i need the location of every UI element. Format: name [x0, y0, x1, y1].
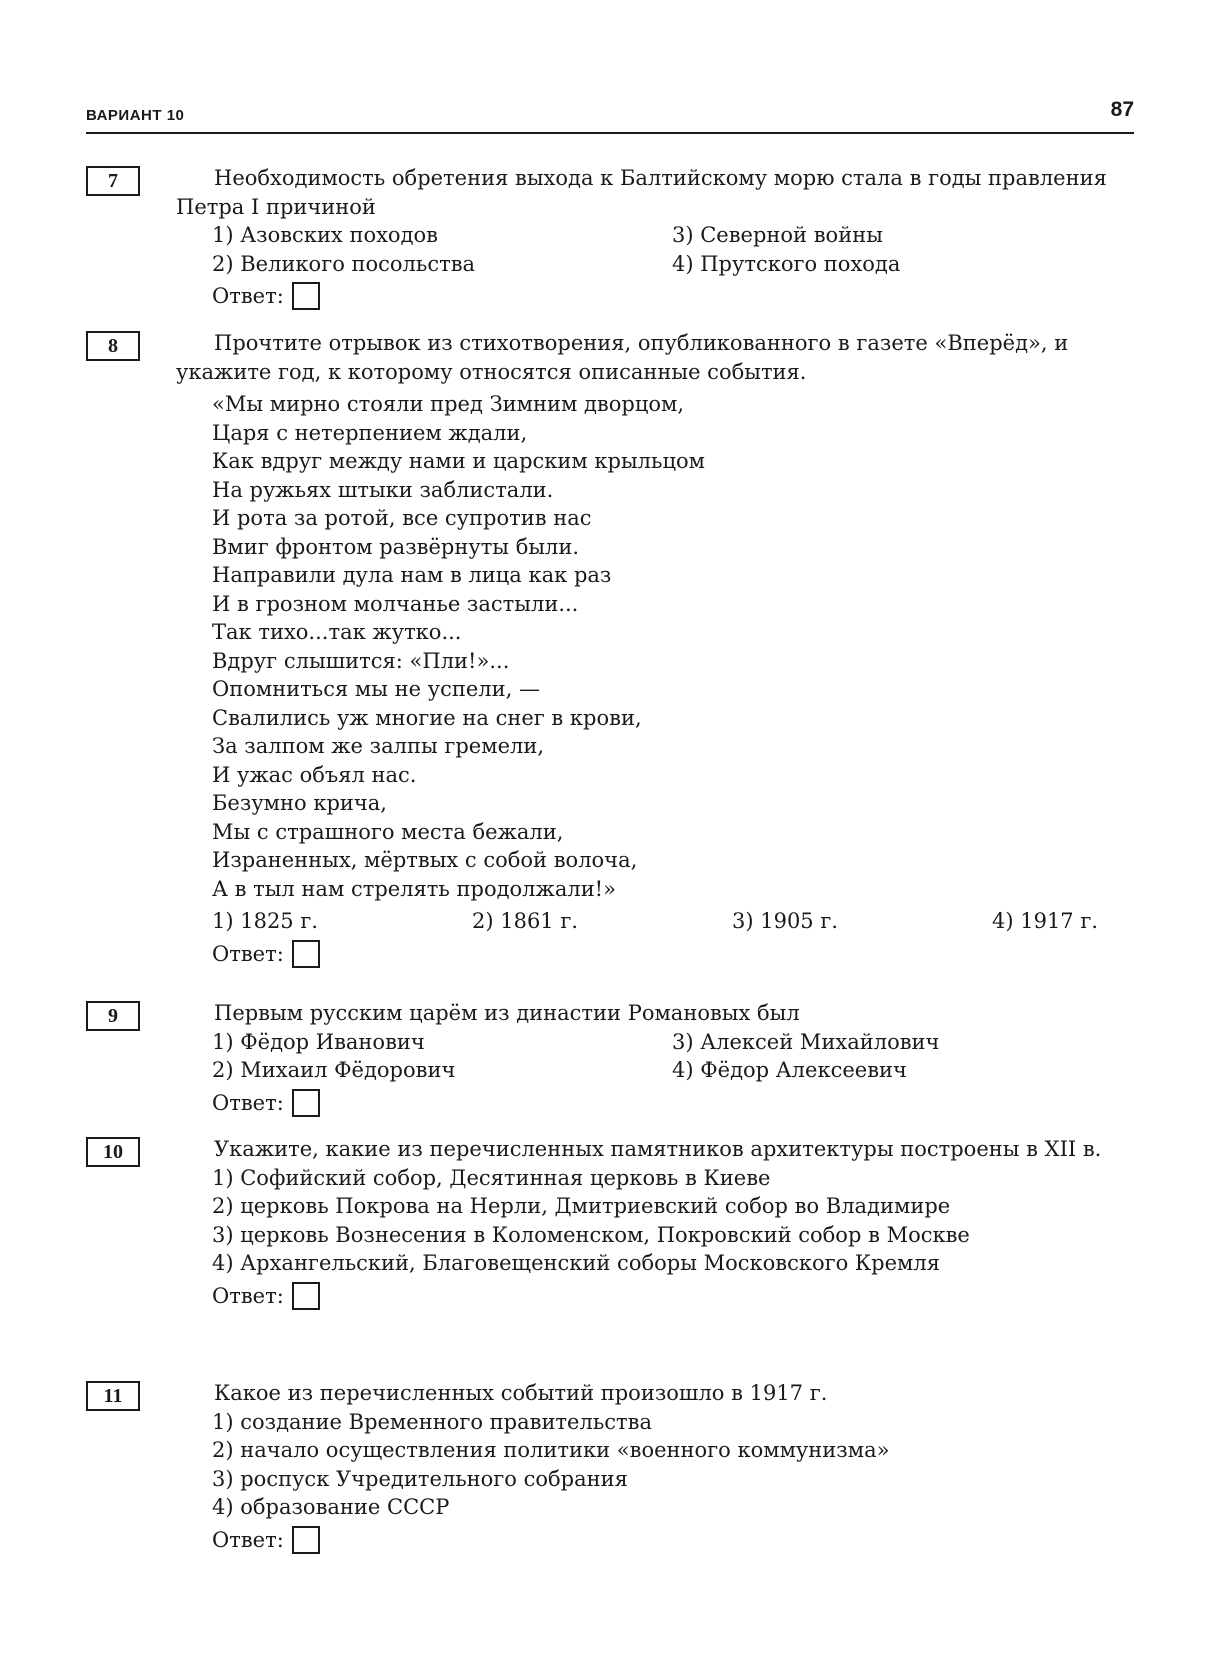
options [212, 1028, 1134, 1085]
poem-line: За залпом же залпы гремели, [212, 734, 545, 758]
answer-row [212, 1089, 1134, 1118]
answer-label: Ответ: [212, 1527, 284, 1552]
option: 3) Северной войны [672, 223, 883, 247]
poem-line: Свалились уж многие на снег в крови, [212, 705, 642, 730]
poem-line: Безумно крича, [212, 791, 387, 815]
question-text: Первым русским царём из династии Романовых был [214, 1001, 800, 1025]
option: 2) церковь Покрова на Нерли, Дмитриевский собор во Владимире [212, 1194, 951, 1218]
answer-label: Ответ: [212, 1090, 284, 1115]
option: 1) создание Временного правительства [212, 1409, 652, 1434]
poem-line: Мы с страшного места бежали, [212, 819, 564, 844]
task-10 [86, 1135, 1134, 1310]
task-number: 7 [86, 166, 140, 196]
option: 1) Софийский собор, Десятинная церковь в Киеве [212, 1165, 771, 1190]
answer-box[interactable] [292, 1282, 320, 1310]
poem-line: Царя с нетерпением ждали, [212, 420, 528, 445]
answer-label: Ответ: [212, 941, 284, 966]
question-text: Укажите, какие из перечисленных памятников архитектуры построены в XII в. [214, 1137, 1102, 1161]
option: 3) 1905 г. [732, 909, 839, 933]
option: 2) начало осуществления политики «военного коммунизма» [212, 1438, 890, 1462]
option: 1) 1825 г. [212, 909, 319, 933]
task-9 [86, 999, 1134, 1117]
poem-line: Опомниться мы не успели, — [212, 677, 540, 701]
poem-line: Направили дула нам в лица как раз [212, 563, 612, 587]
options [212, 221, 1134, 278]
task-number: 11 [86, 1381, 140, 1411]
task-7 [86, 164, 1134, 311]
poem-line: И рота за ротой, все супротив нас [212, 506, 592, 530]
page-header [86, 92, 1134, 134]
option: 3) Алексей Михайлович [672, 1029, 940, 1054]
poem [212, 390, 1134, 903]
task-number: 10 [86, 1137, 140, 1167]
option: 3) роспуск Учредительного собрания [212, 1466, 628, 1491]
question-text: Прочтите отрывок из стихотворения, опубликованного в газете «Вперёд», и укажите год, к которому относятся описанные события. [176, 331, 1069, 384]
answer-box[interactable] [292, 282, 320, 310]
option: 1) Азовских походов [212, 223, 438, 247]
option: 1) Фёдор Иванович [212, 1029, 425, 1054]
question-text: Какое из перечисленных событий произошло в 1917 г. [214, 1381, 828, 1405]
poem-line: И в грозном молчанье застыли... [212, 591, 579, 616]
option: 4) Прутского похода [672, 251, 901, 276]
task-number: 9 [86, 1001, 140, 1031]
options [212, 1408, 1134, 1522]
poem-line: А в тыл нам стрелять продолжали!» [212, 876, 616, 901]
option: 4) образование СССР [212, 1495, 450, 1519]
poem-line: Вдруг слышится: «Пли!»... [212, 648, 510, 673]
question-text: Необходимость обретения выхода к Балтийскому морю стала в годы правления Петра I причиной [176, 166, 1107, 219]
poem-line: Израненных, мёртвых с собой волоча, [212, 848, 638, 872]
answer-label: Ответ: [212, 1283, 284, 1308]
answer-row [212, 1526, 1134, 1555]
option: 3) церковь Вознесения в Коломенском, Покровский собор в Москве [212, 1222, 970, 1247]
task-8 [86, 329, 1134, 968]
poem-line: Вмиг фронтом развёрнуты были. [212, 534, 580, 559]
answer-label: Ответ: [212, 284, 284, 308]
poem-line: И ужас объял нас. [212, 762, 417, 787]
poem-line: Как вдруг между нами и царским крыльцом [212, 449, 705, 473]
answer-row [212, 1282, 1134, 1311]
answer-box[interactable] [292, 1089, 320, 1117]
option: 4) Архангельский, Благовещенский соборы Московского Кремля [212, 1251, 940, 1275]
answer-row [212, 940, 1134, 969]
answer-box[interactable] [292, 940, 320, 968]
poem-line: Так тихо...так жутко... [212, 620, 462, 644]
option: 2) Михаил Фёдорович [212, 1058, 456, 1082]
option: 2) Великого посольства [212, 251, 476, 276]
variant-label: ВАРИАНТ 10 [86, 107, 185, 124]
options [212, 907, 1122, 936]
poem-line: На ружьях штыки заблистали. [212, 477, 554, 502]
option: 4) Фёдор Алексеевич [672, 1058, 907, 1082]
task-number: 8 [86, 331, 140, 361]
options [212, 1164, 1134, 1278]
option: 2) 1861 г. [472, 909, 579, 933]
task-11 [86, 1379, 1134, 1554]
answer-row [212, 282, 1134, 311]
page-number: 87 [1110, 98, 1134, 121]
answer-box[interactable] [292, 1526, 320, 1554]
option: 4) 1917 г. [992, 909, 1099, 933]
poem-line: «Мы мирно стояли пред Зимним дворцом, [212, 392, 684, 416]
